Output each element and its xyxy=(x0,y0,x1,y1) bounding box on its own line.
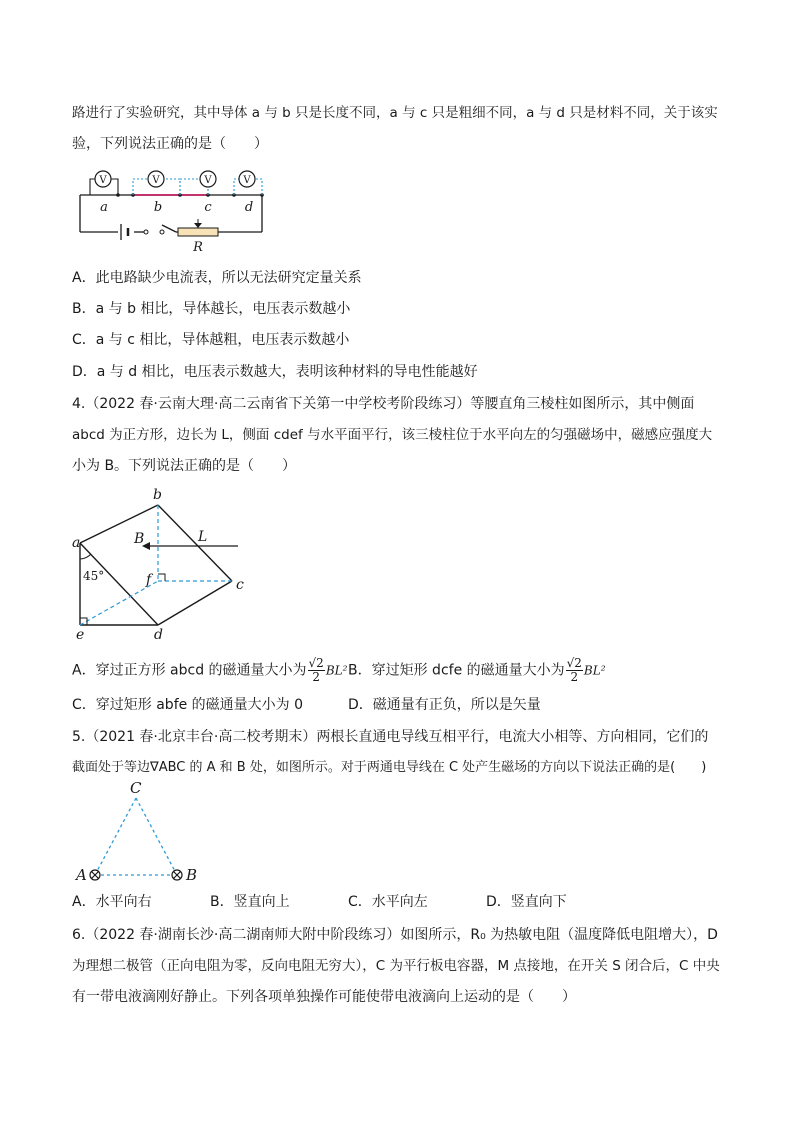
svg-text:V: V xyxy=(99,175,107,186)
label-e: e xyxy=(76,627,85,643)
switch-contact xyxy=(160,230,164,234)
q6-line2: 为理想二极管（正向电阻为零，反向电阻无穷大），C 为平行板电容器，M 点接地，在开关 S 闭合后，C 中央 xyxy=(72,958,720,974)
current-into-page-icon xyxy=(90,870,100,880)
label-a: A xyxy=(76,866,87,884)
q4-option-a: A．穿过正方形 abcd 的磁通量大小为 $\frac{√2}{2}$ BL² xyxy=(72,656,348,684)
q5-option-b: B．竖直向上 xyxy=(210,894,290,910)
label-a: a xyxy=(100,200,108,215)
label-l: L xyxy=(198,529,208,545)
svg-text:V: V xyxy=(204,175,212,186)
label-field-b: B xyxy=(134,531,145,547)
label-b: b xyxy=(153,487,162,503)
q6-line1: 6.（2022 春·湖南长沙·高二湖南师大附中阶段练习）如图所示，R₀ 为热敏电阻（温度降低电阻增大），D xyxy=(72,927,718,943)
q4-option-c: C．穿过矩形 abfe 的磁通量大小为 0 xyxy=(72,697,304,713)
label-c: C xyxy=(130,779,142,797)
q4-line1: 4.（2022 春·云南大理·高二云南省下关第一中学校考阶段练习）等腰直角三棱柱如图所示，其中侧面 xyxy=(72,396,695,412)
label-d: d xyxy=(244,200,254,215)
label-b: B xyxy=(186,866,198,884)
resistor-r xyxy=(178,228,218,236)
q4-prism-figure xyxy=(70,485,250,645)
label-r: R xyxy=(193,240,203,255)
svg-text:V: V xyxy=(243,175,251,186)
q4-option-b: B．穿过矩形 dcfe 的磁通量大小为 $\frac{√2}{2}$ BL² xyxy=(348,656,606,684)
label-b: b xyxy=(153,200,163,215)
q3-option-c: C．a 与 c 相比，导体越粗，电压表示数越小 xyxy=(72,332,350,348)
q3-intro-line1: 路进行了实验研究，其中导体 a 与 b 只是长度不同，a 与 c 只是粗细不同，a 与 d 只是材料不同，关于该实 xyxy=(72,105,718,121)
q4-option-d: D．磁通量有正负，所以是矢量 xyxy=(348,697,541,713)
q3-option-b: B．a 与 b 相比，导体越长，电压表示数越小 xyxy=(72,301,351,317)
q5-line1: 5.（2021 春·北京丰台·高二校考期末）两根长直通电导线互相平行，电流大小相等、方向相同，它们的 xyxy=(72,729,709,745)
q3-circuit-figure xyxy=(78,165,268,255)
q5-option-c: C．水平向左 xyxy=(348,894,428,910)
svg-text:V: V xyxy=(152,175,160,186)
q5-option-a: A．水平向右 xyxy=(72,894,152,910)
q5-line2: 截面处于等边∇ABC 的 A 和 B 处，如图所示。对于两通电导线在 C 处产生磁场的方向以下说法正确的是( ) xyxy=(72,760,707,775)
q5-option-d: D．竖直向下 xyxy=(486,894,567,910)
q5-triangle-figure xyxy=(72,778,212,888)
label-d: d xyxy=(154,627,163,643)
label-c: c xyxy=(204,200,212,215)
q6-line3: 有一带电液滴刚好静止。下列各项单独操作可能使带电液滴向上运动的是（ ） xyxy=(72,989,576,1005)
current-into-page-icon xyxy=(172,870,182,880)
label-c: c xyxy=(236,577,244,593)
label-a: a xyxy=(72,535,81,551)
switch-contact xyxy=(144,230,148,234)
q4-line3: 小为 B。下列说法正确的是（ ） xyxy=(72,458,297,474)
label-f: f xyxy=(146,572,152,588)
q3-option-a: A．此电路缺少电流表，所以无法研究定量关系 xyxy=(72,270,362,286)
q3-intro-line2: 验，下列说法正确的是（ ） xyxy=(72,136,268,152)
q4-line2: abcd 为正方形，边长为 L，侧面 cdef 与水平面平行，该三棱柱位于水平向左的匀强磁场中，磁感应强度大 xyxy=(72,427,713,443)
q3-option-d: D．a 与 d 相比，电压表示数越大，表明该种材料的导电性能越好 xyxy=(72,364,478,380)
label-angle: 45° xyxy=(83,569,105,583)
